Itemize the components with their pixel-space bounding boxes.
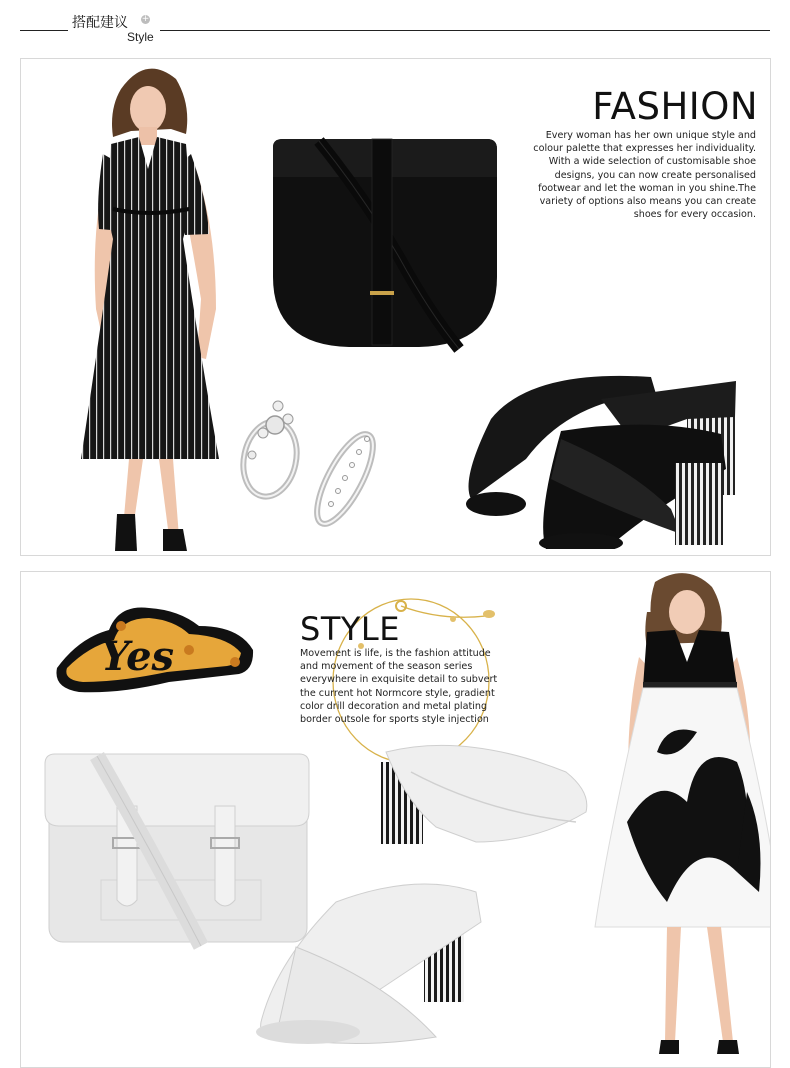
yes-brooch-image: [49, 598, 257, 698]
header-line-right: [160, 30, 770, 31]
fashion-paragraph: Every woman has her own unique style and colour palette that expresses her individuality. With a wide selection of customisable shoe designs, you can now create personalised footwear and let the woman in you shine.The variety of options also means you can create shoes for every occasion.: [533, 130, 756, 221]
plus-icon[interactable]: +: [141, 14, 150, 24]
crystal-rings-image: [235, 397, 380, 542]
section-subtitle: Style: [127, 30, 154, 44]
style-heading: STYLE: [300, 610, 400, 648]
style-panel: [20, 571, 771, 1068]
yes-brooch-text: Yes: [101, 633, 175, 680]
black-saddle-bag-image: [269, 137, 501, 355]
section-title: 搭配建议: [72, 15, 128, 31]
fashion-heading: FASHION: [592, 85, 758, 128]
header-line-left: [20, 30, 68, 31]
fashion-panel: [20, 58, 771, 556]
white-mule-sandals-image: [236, 732, 596, 1062]
style-paragraph: Movement is life, is the fashion attitude and movement of the season series everywhere in exquisite detail to subvert the current hot Normcore style, gradient color drill decoration and metal plating border outsole for sports style injection: [300, 648, 498, 726]
black-white-dress-model-image: [587, 572, 770, 1067]
black-mule-sandals-image: [451, 359, 746, 549]
striped-dress-model-image: [51, 59, 246, 555]
